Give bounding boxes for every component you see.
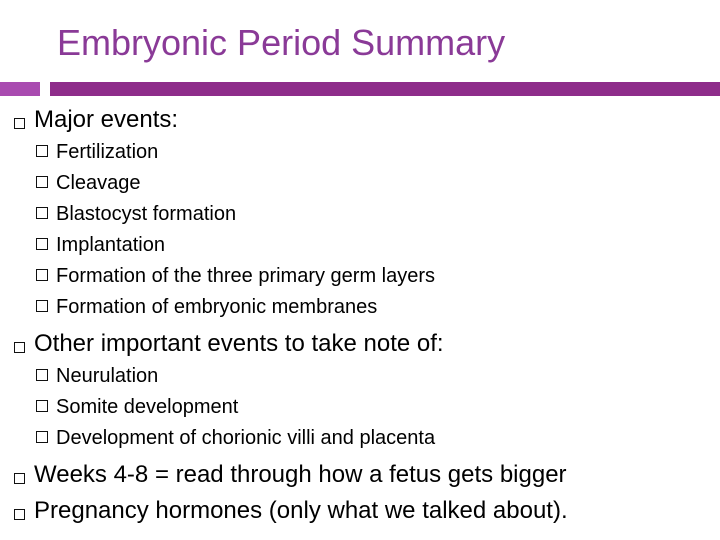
- sub-item: [36, 172, 141, 195]
- sub-box-icon: [36, 207, 48, 219]
- sub-item: [36, 365, 158, 388]
- sub-box-icon: [36, 400, 48, 412]
- sub-item: [36, 234, 165, 257]
- sub-item-text: Fertilization: [56, 141, 159, 163]
- sub-item: [36, 396, 238, 419]
- sub-box-icon: [36, 145, 48, 157]
- sub-item-text: Cleavage: [56, 172, 141, 194]
- slide-title: Embryonic Period Summary: [57, 22, 506, 63]
- sub-item-text: Formation of embryonic membranes: [56, 296, 378, 318]
- bullet-text: Major events:: [34, 106, 179, 133]
- sub-box-icon: [36, 269, 48, 281]
- sub-item-text: Neurulation: [56, 365, 159, 387]
- bullet-box-icon: [14, 509, 25, 520]
- bullet-box-icon: [14, 342, 25, 353]
- bullet-item: [0, 461, 720, 493]
- sub-box-icon: [36, 300, 48, 312]
- sub-item-text: Somite development: [56, 396, 239, 418]
- sub-item-text: Development of chorionic villi and placenta: [56, 427, 436, 449]
- bullet-text: Weeks 4-8 = read through how a fetus gets bigger: [34, 461, 567, 488]
- sub-item: [36, 141, 158, 164]
- sub-item-text: Blastocyst formation: [56, 203, 237, 225]
- title-divider-left: [0, 82, 40, 96]
- bullet-text: Other important events to take note of:: [34, 330, 444, 357]
- sub-item-text: Implantation: [56, 234, 165, 256]
- sub-box-icon: [36, 176, 48, 188]
- sub-box-icon: [36, 431, 48, 443]
- bullet-item: [0, 330, 720, 362]
- bullet-text: Pregnancy hormones (only what we talked about).: [34, 497, 568, 524]
- sub-item: [36, 296, 377, 319]
- bullet-item: [0, 497, 720, 529]
- bullet-box-icon: [14, 118, 25, 129]
- sub-box-icon: [36, 369, 48, 381]
- sub-box-icon: [36, 238, 48, 250]
- sub-item: [36, 203, 236, 226]
- sub-item: [36, 427, 435, 450]
- sub-item-text: Formation of the three primary germ layers: [56, 265, 436, 287]
- sub-item: [36, 265, 435, 288]
- title-divider-right: [50, 82, 720, 96]
- bullet-item: [0, 106, 720, 138]
- bullet-box-icon: [14, 473, 25, 484]
